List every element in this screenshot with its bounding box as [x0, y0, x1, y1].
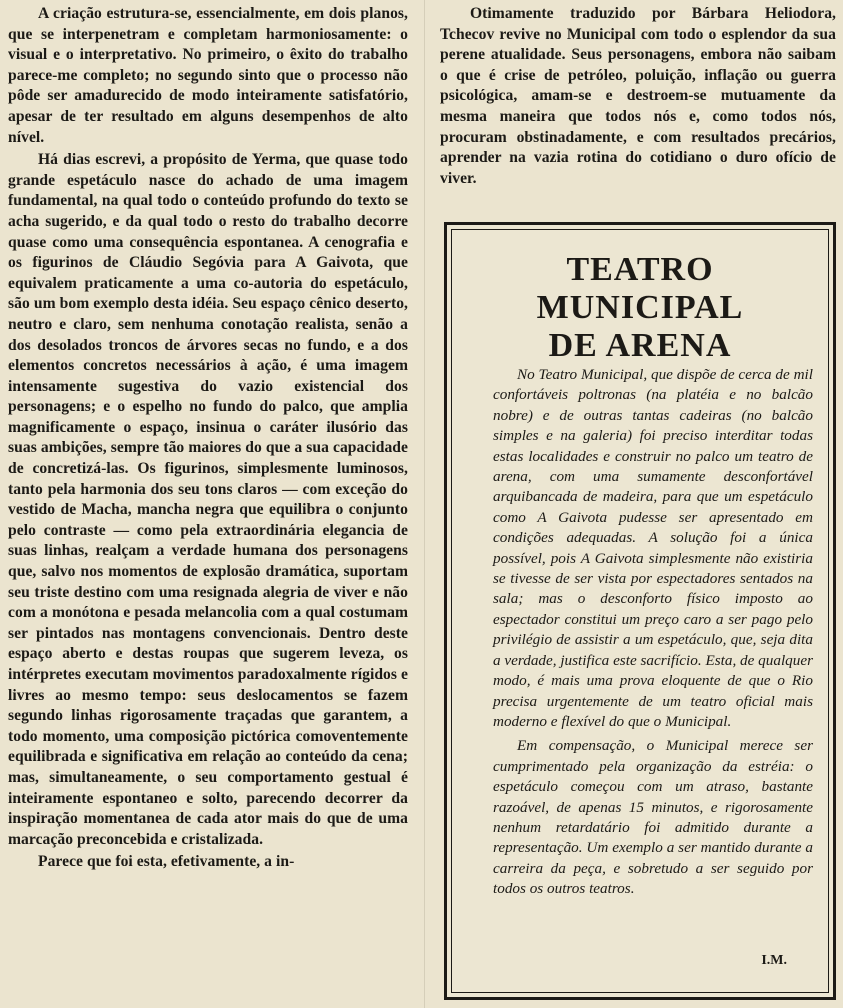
sidebar-box-body — [493, 365, 813, 904]
column-gutter — [424, 0, 425, 1008]
article-paragraph-3: Parece que foi esta, efetivamente, a in- — [38, 853, 295, 871]
sidebar-box-title — [447, 251, 833, 365]
box-title-line-1: TEATRO — [566, 251, 714, 288]
box-paragraph-2: Em compensação, o Municipal merece ser cumprimentado pela organização da estréia: o espetáculo começou com um atraso, bastante razoável, de apenas 15 minutos, e rigorosamente nenhum retardatário foi admitido durante a representação. Um exemplo a ser mantido durante a carreira da peça, e sobretudo a ser seguido por todos os outros teatros. — [493, 737, 813, 898]
article-paragraph-2: Há dias escrevi, a propósito de Yerma, que quase todo grande espetáculo nasce do achado de uma imagem fundamental, na qual todo o conteúdo profundo do texto se acha sugerido, e da qual todo o resto do trabalho decorre quase como uma consequência espontanea. A cenografia e os figurinos de Cláudio Segóvia para A Gaivota, que equivalem praticamente a uma co-autoria do espetáculo, são um bom exemplo desta idéia. Seu espaço cênico deserto, neutro e claro, sem nenhuma conotação realista, senão a dos desolados troncos de árvores secas no fundo, e a dos elementos concretos necessários à ação, é uma imagem intensamente sugestiva do vazio existencial dos personagens; e o espelho no fundo do palco, que amplia magnificamente o espaço, insinua o caráter ilusório das suas ambições, sempre tão maiores do que a sua capacidade de concretizá-las. Os figurinos, simplesmente luminosos, tanto pela harmonia dos seu tons claros — com exceção do vestido de Macha, mancha negra que equilibra o conjunto pelo contraste — como pela extraordinária elegancia de suas linhas, realçam a verdade humana dos personagens que, salvo nos momentos de explosão dramática, suportam seu triste destino com uma resignada alegria de viver e não com a monótona e pesada melancolia com a qual costumam ser pintados nas montagens convencionais. Dentro deste espaço aberto e destas roupas que sugerem leveza, os intérpretes executam movimentos paradoxalmente rígidos e livres ao mesmo tempo: seus deslocamentos se fazem segundo linhas rigorosamente traçadas que garantem, a todo momento, uma composição pictórica comoventemente equilibrada e significativa em relação ao conteúdo da cena; mas, simultaneamente, o seu comportamento gestual é inteiramente espontaneo e solto, parecendo decorrer da inspiração momentanea de cada ator mais do que de uma marcação preconcebida e cristalizada. — [8, 151, 408, 848]
box-title-line-2: MUNICIPAL — [536, 289, 744, 326]
sidebar-box — [444, 222, 836, 1000]
article-left-column — [8, 4, 408, 1008]
article-paragraph-closing: Otimamente traduzido por Bárbara Heliodora, Tchecov revive no Municipal com todo o esplendor da sua perene atualidade. Seus personagens, embora não saibam o que é crise de petróleo, poluição, inflação ou guerra psicológica, amam-se e destroem-se mutuamente da mesma maneira que todos nós e, como todos nós, procuram obstinadamente, e com resultados precários, aprender na vazia rotina do cotidiano o duro ofício de viver. — [440, 5, 836, 187]
article-right-column — [440, 4, 836, 196]
box-paragraph-1: No Teatro Municipal, que dispõe de cerca de mil confortáveis poltronas (na platéia e no balcão nobre) e de outras tantas cadeiras (no balcão simples e na galeria) foi preciso interditar todas estas localidades e construir no palco um teatro de arena, com uma sumamente desconfortável arquibancada de madeira, para que um espetáculo como A Gaivota pudesse ser apresentado em condições adequadas. A solução foi a única possível, pois A Gaivota simplesmente não existiria se tivesse de ser vista por espectadores sentados na sala; mas o desconforto físico imposto ao espectador constitui um preço caro a ser pago pelo privilégio de assistir a um espetáculo, que, seja dita a verdade, justifica este sacrifício. Esta, de qualquer modo, é mais uma prova eloquente de que o Rio precisa urgentemente de um teatro oficial mais moderno e flexível do que o Municipal. — [493, 366, 814, 730]
article-paragraph-1: A criação estrutura-se, essencialmente, em dois planos, que se interpenetram e completam harmoniosamente: o visual e o interpretativo. No primeiro, o êxito do trabalho parece-me completo; no segundo sinto que o processo não pôde ser amadurecido de modo inteiramente satisfatório, apesar de ter resultado em alguns desempenhos de alto nível. — [8, 5, 408, 146]
box-signature: I.M. — [761, 953, 787, 968]
box-title-line-3: DE ARENA — [548, 327, 732, 364]
